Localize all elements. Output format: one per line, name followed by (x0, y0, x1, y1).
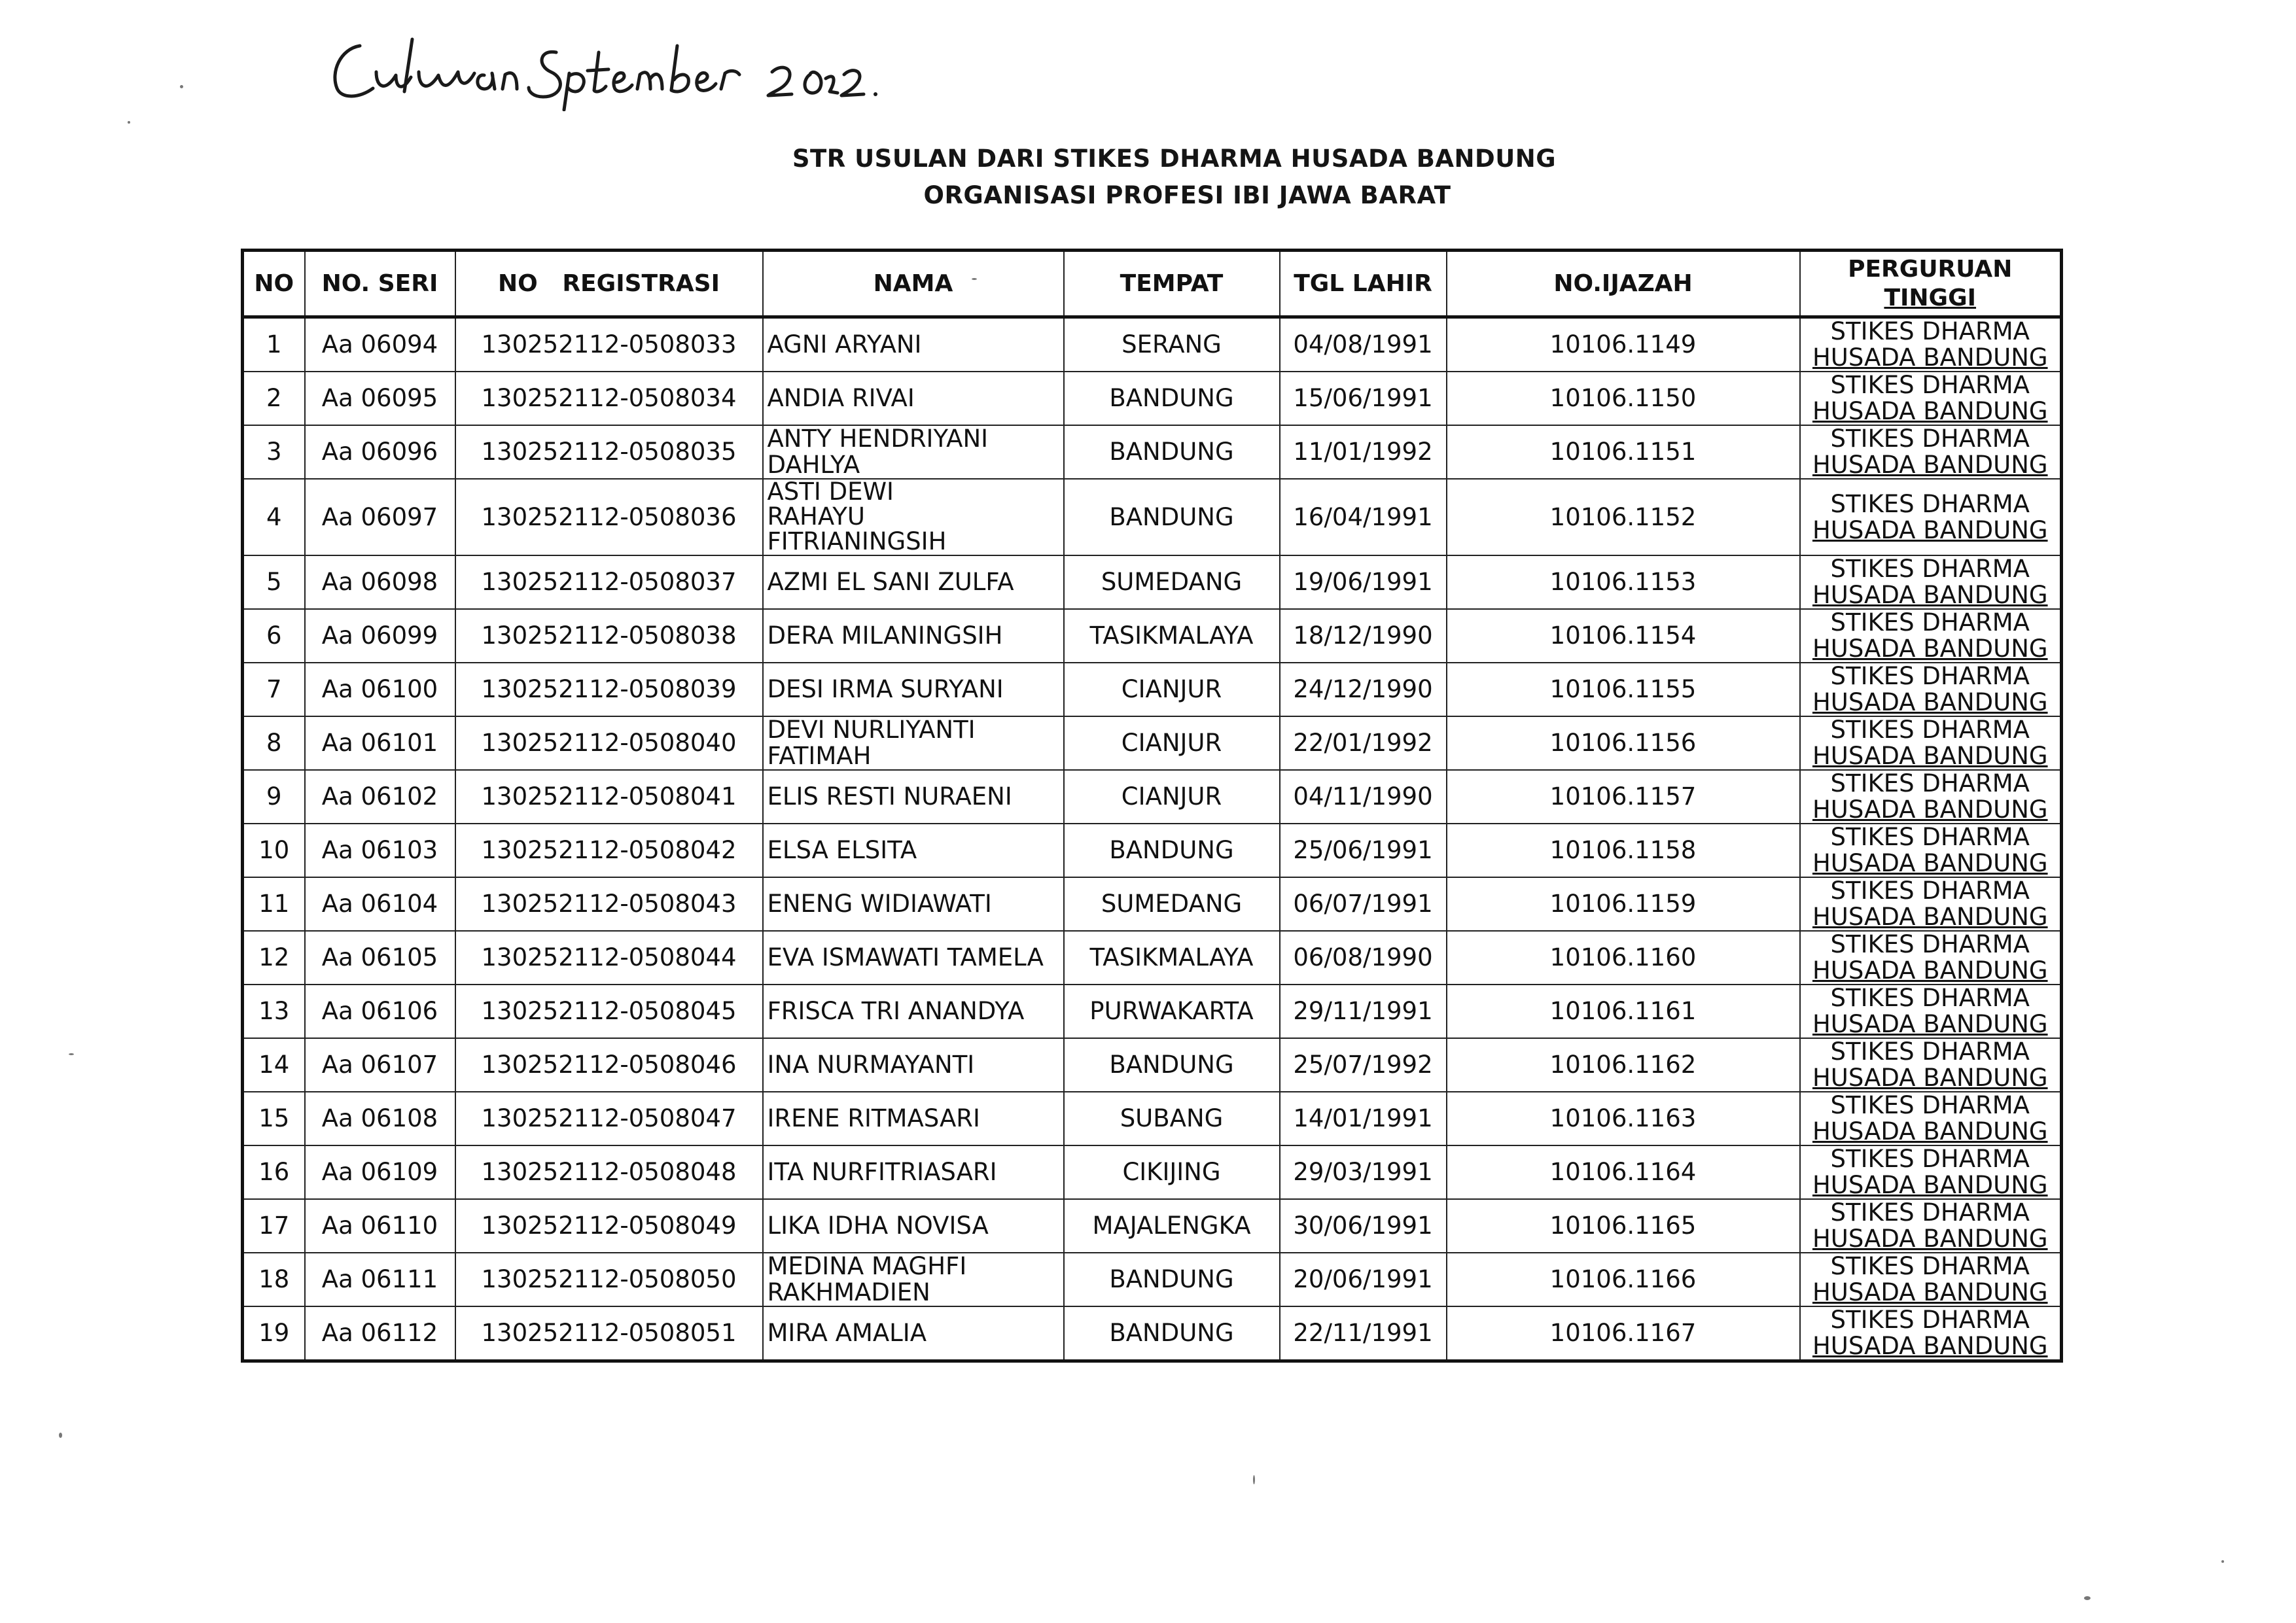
pt-line-1: STIKES DHARMA (1830, 931, 2030, 958)
nama-text: LIKA IDHA NOVISA (767, 1212, 989, 1240)
cell-no: 8 (243, 716, 305, 770)
scan-speck (2221, 1560, 2224, 1563)
table-row (243, 877, 2062, 931)
cell-no: 14 (243, 1038, 305, 1092)
cell-seri: Aa 06095 (305, 372, 455, 425)
cell-perguruan-tinggi (1800, 663, 2062, 716)
cell-perguruan-tinggi (1800, 1092, 2062, 1145)
pt-line-2: HUSADA BANDUNG (1812, 1171, 2048, 1199)
cell-registrasi: 130252112-0508033 (455, 317, 763, 372)
pt-line-2: HUSADA BANDUNG (1812, 581, 2048, 609)
header-perguruan-tinggi (1800, 251, 2062, 317)
title-line-2: ORGANISASI PROFESI IBI JAWA BARAT (923, 181, 1451, 209)
table-row (243, 663, 2062, 716)
cell-tgl-lahir: 16/04/1991 (1280, 479, 1447, 555)
cell-registrasi: 130252112-0508038 (455, 609, 763, 663)
pt-line-2: HUSADA BANDUNG (1812, 397, 2048, 425)
nama-text: MIRA AMALIA (767, 1319, 927, 1347)
header-row (243, 251, 2062, 317)
pt-line-2: HUSADA BANDUNG (1812, 903, 2048, 931)
table-row (243, 1306, 2062, 1361)
cell-registrasi: 130252112-0508039 (455, 663, 763, 716)
pt-line-1: STIKES DHARMA (1830, 372, 2030, 399)
scan-speck (972, 278, 977, 280)
cell-ijazah: 10106.1154 (1447, 609, 1800, 663)
cell-perguruan-tinggi (1800, 716, 2062, 770)
pt-line-1: STIKES DHARMA (1830, 489, 2030, 518)
cell-ijazah: 10106.1155 (1447, 663, 1800, 716)
pt-line-1: STIKES DHARMA (1830, 770, 2030, 797)
cell-no: 10 (243, 824, 305, 877)
cell-nama (763, 479, 1064, 555)
pt-line-2: HUSADA BANDUNG (1812, 1064, 2048, 1092)
cell-perguruan-tinggi (1800, 609, 2062, 663)
nama-text: DESI IRMA SURYANI (767, 675, 1004, 703)
cell-tgl-lahir: 29/03/1991 (1280, 1145, 1447, 1199)
nama-text: AGNI ARYANI (767, 330, 922, 358)
table-row (243, 824, 2062, 877)
cell-tgl-lahir: 06/08/1990 (1280, 931, 1447, 985)
header-pt-line-1: PERGURUAN (1848, 255, 2013, 283)
cell-ijazah: 10106.1157 (1447, 770, 1800, 824)
cell-tempat: SUBANG (1064, 1092, 1280, 1145)
cell-tgl-lahir: 15/06/1991 (1280, 372, 1447, 425)
cell-seri: Aa 06107 (305, 1038, 455, 1092)
scan-speck (2084, 1596, 2091, 1600)
cell-nama (763, 1199, 1064, 1253)
pt-line-1: STIKES DHARMA (1830, 1092, 2030, 1119)
cell-seri: Aa 06098 (305, 555, 455, 609)
pt-line-2: HUSADA BANDUNG (1812, 451, 2048, 479)
cell-tempat: CIANJUR (1064, 716, 1280, 770)
cell-nama (763, 663, 1064, 716)
cell-tempat: SUMEDANG (1064, 877, 1280, 931)
cell-registrasi: 130252112-0508046 (455, 1038, 763, 1092)
cell-tempat: BANDUNG (1064, 479, 1280, 555)
pt-line-2: HUSADA BANDUNG (1812, 343, 2048, 372)
cell-perguruan-tinggi (1800, 479, 2062, 555)
cell-nama (763, 716, 1064, 770)
header-nama: NAMA (763, 251, 1064, 317)
cell-no: 7 (243, 663, 305, 716)
header-pt-line-2: TINGGI (1884, 284, 1977, 311)
cell-ijazah: 10106.1151 (1447, 425, 1800, 479)
pt-line-2: HUSADA BANDUNG (1812, 515, 2048, 544)
nama-text: ANDIA RIVAI (767, 384, 915, 412)
cell-tempat: CIKIJING (1064, 1145, 1280, 1199)
cell-tgl-lahir: 25/06/1991 (1280, 824, 1447, 877)
cell-perguruan-tinggi (1800, 555, 2062, 609)
cell-tgl-lahir: 06/07/1991 (1280, 877, 1447, 931)
cell-seri: Aa 06106 (305, 985, 455, 1038)
cell-tgl-lahir: 18/12/1990 (1280, 609, 1447, 663)
cell-ijazah: 10106.1159 (1447, 877, 1800, 931)
cell-seri: Aa 06108 (305, 1092, 455, 1145)
pt-line-2: HUSADA BANDUNG (1812, 688, 2048, 716)
cell-no: 13 (243, 985, 305, 1038)
cell-perguruan-tinggi (1800, 1199, 2062, 1253)
pt-line-2: HUSADA BANDUNG (1812, 635, 2048, 663)
cell-perguruan-tinggi (1800, 317, 2062, 372)
cell-seri: Aa 06112 (305, 1306, 455, 1361)
nama-text: ELSA ELSITA (767, 836, 917, 864)
header-tgl-lahir: TGL LAHIR (1280, 251, 1447, 317)
cell-no: 4 (243, 479, 305, 555)
cell-perguruan-tinggi (1800, 877, 2062, 931)
header-no: NO (243, 251, 305, 317)
header-ijazah: NO.IJAZAH (1447, 251, 1800, 317)
cell-registrasi: 130252112-0508042 (455, 824, 763, 877)
cell-no: 19 (243, 1306, 305, 1361)
cell-tgl-lahir: 24/12/1990 (1280, 663, 1447, 716)
cell-perguruan-tinggi (1800, 425, 2062, 479)
document-title (0, 141, 2296, 214)
cell-nama (763, 931, 1064, 985)
cell-no: 6 (243, 609, 305, 663)
scan-speck (59, 1433, 62, 1438)
table-row (243, 609, 2062, 663)
pt-line-1: STIKES DHARMA (1830, 1199, 2030, 1227)
pt-line-2: HUSADA BANDUNG (1812, 1010, 2048, 1038)
cell-ijazah: 10106.1152 (1447, 479, 1800, 555)
cell-ijazah: 10106.1167 (1447, 1306, 1800, 1361)
cell-seri: Aa 06109 (305, 1145, 455, 1199)
cell-no: 9 (243, 770, 305, 824)
cell-ijazah: 10106.1161 (1447, 985, 1800, 1038)
table-row (243, 317, 2062, 372)
cell-seri: Aa 06110 (305, 1199, 455, 1253)
nama-text: AZMI EL SANI ZULFA (767, 568, 1014, 596)
cell-tgl-lahir: 11/01/1992 (1280, 425, 1447, 479)
cell-no: 17 (243, 1199, 305, 1253)
cell-seri: Aa 06099 (305, 609, 455, 663)
nama-text: ENENG WIDIAWATI (767, 890, 992, 918)
cell-seri: Aa 06102 (305, 770, 455, 824)
cell-registrasi: 130252112-0508035 (455, 425, 763, 479)
pt-line-2: HUSADA BANDUNG (1812, 1117, 2048, 1145)
cell-nama (763, 317, 1064, 372)
cell-registrasi: 130252112-0508049 (455, 1199, 763, 1253)
pt-line-1: STIKES DHARMA (1830, 1253, 2030, 1280)
pt-line-2: HUSADA BANDUNG (1812, 1225, 2048, 1253)
cell-tgl-lahir: 14/01/1991 (1280, 1092, 1447, 1145)
cell-ijazah: 10106.1164 (1447, 1145, 1800, 1199)
cell-tempat: BANDUNG (1064, 824, 1280, 877)
table-row (243, 770, 2062, 824)
cell-perguruan-tinggi (1800, 985, 2062, 1038)
cell-seri: Aa 06103 (305, 824, 455, 877)
cell-registrasi: 130252112-0508036 (455, 479, 763, 555)
nama-text: FRISCA TRI ANANDYA (767, 997, 1025, 1025)
cell-ijazah: 10106.1160 (1447, 931, 1800, 985)
cell-tgl-lahir: 30/06/1991 (1280, 1199, 1447, 1253)
cell-nama (763, 555, 1064, 609)
cell-tempat: SUMEDANG (1064, 555, 1280, 609)
cell-seri: Aa 06104 (305, 877, 455, 931)
header-seri: NO. SERI (305, 251, 455, 317)
nama-text: INA NURMAYANTI (767, 1051, 975, 1079)
nama-text: ITA NURFITRIASARI (767, 1158, 997, 1186)
nama-text: DEVI NURLIYANTI FATIMAH (767, 716, 976, 770)
cell-nama (763, 770, 1064, 824)
cell-perguruan-tinggi (1800, 1253, 2062, 1306)
cell-perguruan-tinggi (1800, 1306, 2062, 1361)
table-row (243, 555, 2062, 609)
title-line-1: STR USULAN DARI STIKES DHARMA HUSADA BANDUNG (792, 145, 1557, 173)
pt-line-2: HUSADA BANDUNG (1812, 956, 2048, 985)
pt-line-1: STIKES DHARMA (1830, 317, 2030, 345)
cell-registrasi: 130252112-0508040 (455, 716, 763, 770)
cell-no: 18 (243, 1253, 305, 1306)
nama-text: ANTY HENDRIYANI DAHLYA (767, 425, 989, 479)
scan-speck (128, 121, 130, 124)
cell-seri: Aa 06100 (305, 663, 455, 716)
cell-registrasi: 130252112-0508045 (455, 985, 763, 1038)
cell-seri: Aa 06111 (305, 1253, 455, 1306)
table-row (243, 479, 2062, 555)
table-row (243, 985, 2062, 1038)
cell-no: 5 (243, 555, 305, 609)
cell-nama (763, 372, 1064, 425)
nama-text: EVA ISMAWATI TAMELA (767, 943, 1044, 971)
cell-perguruan-tinggi (1800, 931, 2062, 985)
cell-ijazah: 10106.1163 (1447, 1092, 1800, 1145)
cell-registrasi: 130252112-0508051 (455, 1306, 763, 1361)
cell-tgl-lahir: 22/01/1992 (1280, 716, 1447, 770)
table-row (243, 372, 2062, 425)
cell-tgl-lahir: 19/06/1991 (1280, 555, 1447, 609)
cell-seri: Aa 06101 (305, 716, 455, 770)
pt-line-1: STIKES DHARMA (1830, 1038, 2030, 1066)
cell-tgl-lahir: 25/07/1992 (1280, 1038, 1447, 1092)
table-row (243, 1199, 2062, 1253)
cell-tgl-lahir: 29/11/1991 (1280, 985, 1447, 1038)
cell-tempat: TASIKMALAYA (1064, 609, 1280, 663)
cell-nama (763, 1038, 1064, 1092)
cell-tempat: BANDUNG (1064, 1038, 1280, 1092)
cell-tgl-lahir: 04/11/1990 (1280, 770, 1447, 824)
cell-no: 11 (243, 877, 305, 931)
cell-nama (763, 1092, 1064, 1145)
cell-tempat: BANDUNG (1064, 372, 1280, 425)
nama-text: ASTI DEWI RAHAYU FITRIANINGSIH (767, 479, 947, 555)
cell-tgl-lahir: 04/08/1991 (1280, 317, 1447, 372)
cell-no: 15 (243, 1092, 305, 1145)
table-row (243, 425, 2062, 479)
pt-line-2: HUSADA BANDUNG (1812, 742, 2048, 770)
table-row (243, 1253, 2062, 1306)
cell-perguruan-tinggi (1800, 1145, 2062, 1199)
cell-seri: Aa 06094 (305, 317, 455, 372)
nama-text: IRENE RITMASARI (767, 1104, 980, 1132)
cell-nama (763, 824, 1064, 877)
table-row (243, 716, 2062, 770)
cell-nama (763, 425, 1064, 479)
cell-registrasi: 130252112-0508043 (455, 877, 763, 931)
cell-nama (763, 985, 1064, 1038)
cell-tempat: TASIKMALAYA (1064, 931, 1280, 985)
cell-perguruan-tinggi (1800, 770, 2062, 824)
cell-ijazah: 10106.1166 (1447, 1253, 1800, 1306)
cell-no: 16 (243, 1145, 305, 1199)
cell-tempat: CIANJUR (1064, 770, 1280, 824)
nama-text: ELIS RESTI NURAENI (767, 782, 1012, 811)
cell-seri: Aa 06096 (305, 425, 455, 479)
cell-tgl-lahir: 22/11/1991 (1280, 1306, 1447, 1361)
cell-ijazah: 10106.1165 (1447, 1199, 1800, 1253)
pt-line-2: HUSADA BANDUNG (1812, 849, 2048, 877)
cell-registrasi: 130252112-0508034 (455, 372, 763, 425)
cell-tempat: MAJALENGKA (1064, 1199, 1280, 1253)
cell-nama (763, 1306, 1064, 1361)
pt-line-2: HUSADA BANDUNG (1812, 1332, 2048, 1360)
cell-ijazah: 10106.1158 (1447, 824, 1800, 877)
cell-tempat: PURWAKARTA (1064, 985, 1280, 1038)
cell-nama (763, 877, 1064, 931)
nama-text: MEDINA MAGHFI RAKHMADIEN (767, 1253, 967, 1306)
pt-line-1: STIKES DHARMA (1830, 609, 2030, 637)
scan-speck (69, 1053, 74, 1055)
cell-perguruan-tinggi (1800, 1038, 2062, 1092)
pt-line-1: STIKES DHARMA (1830, 555, 2030, 583)
pt-line-2: HUSADA BANDUNG (1812, 795, 2048, 824)
table-row (243, 1145, 2062, 1199)
table-row (243, 1038, 2062, 1092)
pt-line-1: STIKES DHARMA (1830, 1306, 2030, 1334)
cell-nama (763, 1145, 1064, 1199)
cell-registrasi: 130252112-0508037 (455, 555, 763, 609)
scan-speck (180, 85, 183, 88)
cell-registrasi: 130252112-0508041 (455, 770, 763, 824)
pt-line-1: STIKES DHARMA (1830, 1145, 2030, 1173)
cell-ijazah: 10106.1162 (1447, 1038, 1800, 1092)
cell-tempat: BANDUNG (1064, 425, 1280, 479)
cell-registrasi: 130252112-0508044 (455, 931, 763, 985)
cell-seri: Aa 06097 (305, 479, 455, 555)
cell-tempat: CIANJUR (1064, 663, 1280, 716)
pt-line-2: HUSADA BANDUNG (1812, 1278, 2048, 1306)
cell-tempat: SERANG (1064, 317, 1280, 372)
registration-table (241, 249, 2063, 1363)
table-row (243, 931, 2062, 985)
cell-no: 3 (243, 425, 305, 479)
cell-ijazah: 10106.1150 (1447, 372, 1800, 425)
cell-tgl-lahir: 20/06/1991 (1280, 1253, 1447, 1306)
cell-no: 12 (243, 931, 305, 985)
pt-line-1: STIKES DHARMA (1830, 985, 2030, 1012)
cell-no: 1 (243, 317, 305, 372)
header-registrasi: NO REGISTRASI (455, 251, 763, 317)
cell-perguruan-tinggi (1800, 372, 2062, 425)
cell-registrasi: 130252112-0508048 (455, 1145, 763, 1199)
pt-line-1: STIKES DHARMA (1830, 824, 2030, 851)
cell-ijazah: 10106.1153 (1447, 555, 1800, 609)
pt-line-1: STIKES DHARMA (1830, 716, 2030, 744)
cell-ijazah: 10106.1149 (1447, 317, 1800, 372)
cell-registrasi: 130252112-0508050 (455, 1253, 763, 1306)
cell-perguruan-tinggi (1800, 824, 2062, 877)
handwritten-note (321, 26, 883, 111)
cell-tempat: BANDUNG (1064, 1253, 1280, 1306)
cell-seri: Aa 06105 (305, 931, 455, 985)
nama-text: DERA MILANINGSIH (767, 621, 1003, 650)
cell-registrasi: 130252112-0508047 (455, 1092, 763, 1145)
cell-ijazah: 10106.1156 (1447, 716, 1800, 770)
cell-nama (763, 609, 1064, 663)
cell-nama (763, 1253, 1064, 1306)
table-row (243, 1092, 2062, 1145)
pt-line-1: STIKES DHARMA (1830, 425, 2030, 453)
scan-speck (1253, 1475, 1255, 1484)
cell-tempat: BANDUNG (1064, 1306, 1280, 1361)
pt-line-1: STIKES DHARMA (1830, 663, 2030, 690)
header-tempat: TEMPAT (1064, 251, 1280, 317)
cell-no: 2 (243, 372, 305, 425)
pt-line-1: STIKES DHARMA (1830, 877, 2030, 905)
